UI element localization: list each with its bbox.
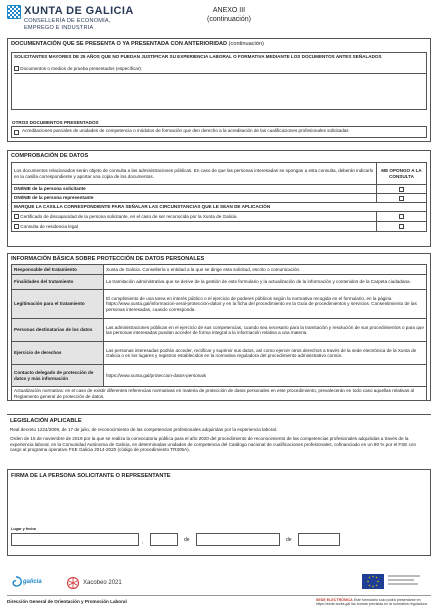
privacy-table xyxy=(11,264,427,401)
mark-heading: MARQUE LA CASILLA CORRESPONDIENTE PARA SEÑALAR LAS CIRCUNSTANCIAS QUE LE SEAN DE APLICACIÓN xyxy=(12,203,427,212)
privacy-row-value: El cumplimiento de una tarea en interés público o el ejercicio de poderes públicos según la normativa recogida en el formulario, en la página https://www.xunta.gal/informacion-xeral-proteccion-datos y en la ficha del procedimiento en la Guía de procedimientos y servicios. Consentimiento de las personas interesadas, cuando corresponda. xyxy=(104,290,427,319)
privacy-row-value: La tramitación administrativa que se derive de la gestión de este formulario y la actualización de la información y contenidos de la Carpeta ciudadana. xyxy=(104,275,427,290)
young-applicants-heading: SOLICITANTES MAYORES DE 25 AÑOS QUE NO PUEDAN JUSTIFICAR SU EXPERIENCIA LABORAL O FORMATIVA MEDIANTE LOS DOCUMENTOS ANTES SEÑALADOS xyxy=(14,54,382,59)
privacy-row-label: Responsable del tratamiento xyxy=(12,265,104,275)
galicia-logo xyxy=(9,576,49,590)
privacy-row-label: Ejercicio de derechos xyxy=(12,342,104,365)
privacy-link[interactable]: https://www.xunta.gal/proteccion-datos-personais xyxy=(104,365,427,387)
sede-label: SEDE ELECTRÓNICA xyxy=(316,598,353,602)
xacobeo-shell-icon xyxy=(66,576,80,590)
footer-divider xyxy=(7,595,431,596)
comma-separator: , xyxy=(142,539,144,545)
privacy-footnote: Actualización normativa: en el caso de existir diferentes referencias normativas en materia de protección de datos personales en este procedimiento, prevalecerán en todo caso aquellas relativas al Reglamento general de protección de datos. xyxy=(12,387,427,401)
young-applicants-box xyxy=(11,52,427,110)
oppose-dni-applicant-checkbox[interactable] xyxy=(399,187,404,192)
young-item-specify-field[interactable] xyxy=(15,75,425,109)
xacobeo-logo xyxy=(66,576,136,592)
privacy-row-label: Contacto delegado de protección de datos y más información xyxy=(12,365,104,387)
privacy-section xyxy=(7,253,431,401)
oppose-disability-checkbox[interactable] xyxy=(399,214,404,219)
privacy-row-label: Personas destinatarias de los datos xyxy=(12,319,104,342)
other-documents-box xyxy=(11,126,427,138)
young-item-row xyxy=(14,66,426,74)
de-separator-2: de xyxy=(286,537,292,543)
fse-text-bar-icon xyxy=(388,575,420,577)
place-input[interactable] xyxy=(11,533,139,546)
dni-applicant-label: DNI/NIE de la persona solicitante xyxy=(12,185,377,194)
eu-flag-icon xyxy=(362,574,384,589)
annex-subtitle: (continuación) xyxy=(207,16,251,23)
logo-department: EMPREGO E INDUSTRIA xyxy=(24,25,94,31)
signature-section xyxy=(7,469,431,556)
day-input[interactable] xyxy=(150,533,178,546)
place-date-label: Lugar y fecha xyxy=(11,527,36,531)
privacy-row-value: Xunta de Galicia. Consellería o entidad a la que se dirige esta solicitud, escrito o comunicación. xyxy=(104,265,427,275)
legislation-title: LEGISLACIÓN APLICABLE xyxy=(10,418,82,424)
check-data-title: COMPROBACIÓN DE DATOS xyxy=(11,153,89,159)
young-item-checkbox[interactable] xyxy=(14,66,19,71)
disability-row xyxy=(12,212,377,222)
privacy-row-value: Las personas interesadas podrán acceder, rectificar y suprimir sus datos, así como ejercer otros derechos a través de la sede electrónica de la Xunta de Galicia o en los lugares y registros establecidos en la normativa reguladora del procedimiento administrativo común. xyxy=(104,342,427,365)
fse-text-bar-icon xyxy=(388,583,418,585)
documentation-content xyxy=(11,52,427,139)
legislation-p2: Orden de 15 de noviembre de 2019 por la que se realiza la convocatoria pública para el año 2020 del procedimiento de reconocimiento de las competencias profesionales adquiridas a través de la experiencia laboral, en la Comunidad Autónoma de Galicia, en determinadas unidades de competencia del Catálogo nacional de cualificaciones profesionales, cofinanciado en un 80 % por el FSE con cargo al programa operativo FSE Galicia 2014-2020 (código de procedimiento TR305A). xyxy=(10,436,417,452)
residence-checkbox[interactable] xyxy=(14,224,19,229)
galicia-logo-text: galicia xyxy=(23,579,42,585)
fse-text-bar-icon xyxy=(388,579,414,581)
signature-title: FIRMA DE LA PERSONA SOLICITANTE O REPRESENTANTE xyxy=(11,473,171,479)
footer-department: Dirección General de Orientación y Promoción Laboral xyxy=(7,599,127,604)
year-input[interactable] xyxy=(298,533,340,546)
eu-logos xyxy=(362,574,422,592)
young-item-label: Documentos o medios de prueba presentados (especificar): xyxy=(20,66,143,71)
oppose-header: ME OPONGO A LA CONSULTA xyxy=(377,163,427,185)
privacy-row-value: Las administraciones públicas en el ejercicio de sus competencias, cuando sea necesario para la tramitación y resolución de sus procedimientos o para que las personas interesadas puedan acceder de forma integral a la información relativa a una materia. xyxy=(104,319,427,342)
documentation-section xyxy=(7,38,431,142)
annex-label xyxy=(203,6,255,24)
logo-consellería: CONSELLERÍA DE ECONOMÍA, xyxy=(24,18,111,24)
page-header xyxy=(7,4,431,34)
dni-representative-label: DNI/NIE de la persona representante xyxy=(12,194,377,203)
oppose-residence-checkbox[interactable] xyxy=(399,224,404,229)
galicia-swirl-icon xyxy=(9,576,23,590)
xacobeo-logo-text: Xacobeo 2021 xyxy=(83,580,122,586)
logo-name: XUNTA DE GALICIA xyxy=(24,5,134,17)
check-intro: Los documentos relacionados serán objeto de consulta a las administraciones públicas. En caso de que las personas interesadas se opongan a esta consulta, deberán indicarlo en la casilla correspondiente y aportar una copia de los documentos. xyxy=(12,163,377,185)
legislation-section xyxy=(7,414,431,466)
xunta-emblem-icon xyxy=(7,5,21,19)
disability-label: Certificado de discapacidad de la persona solicitante, en el caso de ser reconocida por la Xunta de Galicia xyxy=(20,213,237,219)
xunta-logo xyxy=(7,4,157,34)
residence-label: Consulta de residencia legal xyxy=(20,223,78,229)
privacy-row-label: Finalidades del tratamiento xyxy=(12,275,104,290)
de-separator-1: de xyxy=(184,537,190,543)
oppose-dni-representative-checkbox[interactable] xyxy=(399,196,404,201)
residence-row xyxy=(12,222,377,232)
other-documents-heading: OTROS DOCUMENTOS PRESENTADOS xyxy=(12,120,99,125)
privacy-row-label: Legitimación para el tratamiento xyxy=(12,290,104,319)
other-item-label: Acreditaciones parciales de unidades de competencia o módulos de formación que den derecho a la acreditación de las cualificaciones profesionales solicitadas xyxy=(22,128,349,133)
privacy-title: INFORMACIÓN BÁSICA SOBRE PROTECCIÓN DE DATOS PERSONALES xyxy=(11,256,205,262)
check-data-table xyxy=(11,162,427,232)
check-data-section xyxy=(7,150,431,247)
documentation-title: DOCUMENTACIÓN QUE SE PRESENTA O YA PRESENTADA CON ANTERIORIDAD (continuación) xyxy=(11,41,264,47)
disability-checkbox[interactable] xyxy=(14,214,19,219)
legislation-p1: Real decreto 1224/2009, de 17 de julio, de reconocimiento de las competencias profesionales adquiridas por la experiencia laboral. xyxy=(10,427,278,432)
footer-sede xyxy=(316,598,432,607)
sede-text: Este formulario solo podrá presentarse en https://sede.xunta.gal las formas previstas en la normativa reguladora xyxy=(316,598,427,607)
month-input[interactable] xyxy=(196,533,280,546)
annex-title: ANEXO III xyxy=(212,7,246,14)
other-item-checkbox[interactable] xyxy=(14,130,19,135)
